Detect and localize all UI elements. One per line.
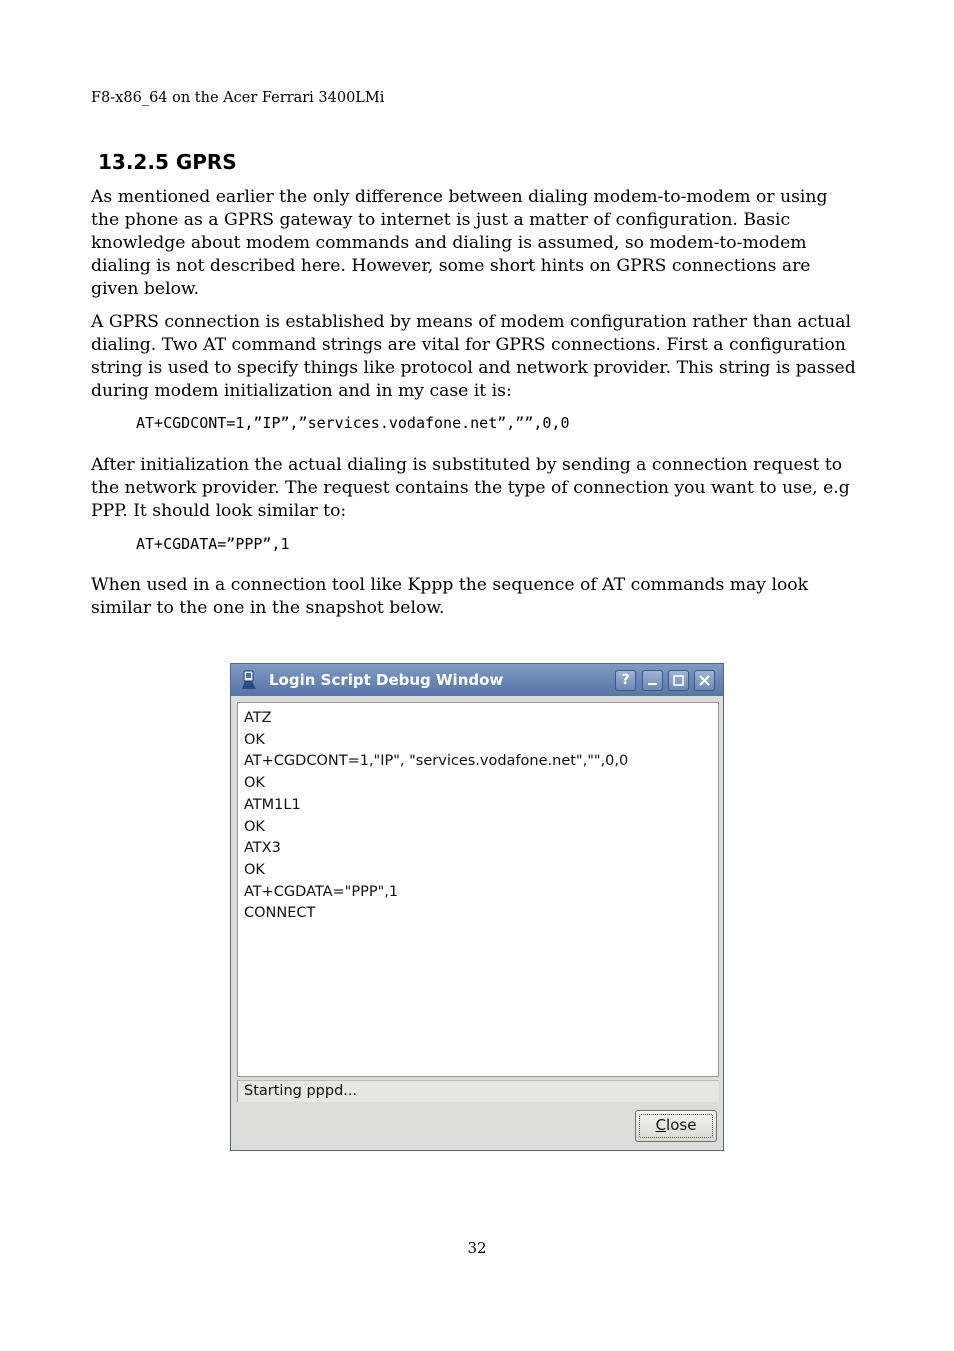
status-bar: Starting pppd... (237, 1080, 719, 1102)
debug-window-screenshot (230, 663, 724, 1151)
focus-ring (639, 1114, 713, 1138)
help-button[interactable]: ? (615, 670, 636, 691)
log-line: OK (244, 775, 265, 792)
maximize-button[interactable] (668, 670, 689, 691)
minimize-icon (643, 671, 662, 690)
log-line: CONNECT (244, 905, 316, 922)
log-line: OK (244, 818, 265, 835)
log-line: OK (244, 861, 265, 878)
log-line: AT+CGDCONT=1,"IP", "services.vodafone.net","",0,0 (244, 753, 629, 770)
close-button-label: Close (655, 1116, 697, 1134)
app-icon (241, 670, 257, 690)
code-cgdcont: AT+CGDCONT=1,”IP”,”services.vodafone.net”,””,0,0 (136, 414, 570, 432)
maximize-icon (669, 671, 688, 690)
paragraph-kppp: When used in a connection tool like Kppp the sequence of AT commands may look similar to the one in the snapshot below. (91, 575, 809, 619)
minimize-button[interactable] (642, 670, 663, 691)
paragraph-gprs-connection: A GPRS connection is established by means of modem configuration rather than actual dialing. Two AT command strings are vital for GPRS connections. First a configuration string is used to specify things like protocol and network provider. This string is passed during modem initialization and in my case it is: (91, 312, 856, 402)
log-line: OK (244, 731, 265, 748)
script-log[interactable] (237, 702, 719, 1077)
log-line: ATZ (244, 710, 272, 726)
window-title: Login Script Debug Window (269, 671, 504, 689)
running-header: F8-x86_64 on the Acer Ferrari 3400LMi (91, 90, 385, 106)
section-heading: 13.2.5 GPRS (98, 150, 237, 174)
window-titlebar (231, 664, 723, 696)
page-number: 32 (467, 1239, 487, 1257)
log-line: ATM1L1 (244, 796, 301, 813)
log-line: AT+CGDATA="PPP",1 (244, 883, 399, 900)
paragraph-intro: As mentioned earlier the only difference between dialing modem-to-modem or using the phone as a GPRS gateway to internet is just a matter of configuration. Basic knowledge about modem commands and dialing is assumed, so modem-to-modem dialing is not described here. However, some short hints on GPRS connections are given below. (91, 187, 828, 300)
code-cgdata: AT+CGDATA=”PPP”,1 (136, 535, 290, 553)
close-window-button[interactable] (694, 670, 715, 691)
close-icon (695, 671, 714, 690)
log-line: ATX3 (244, 840, 281, 857)
close-button[interactable] (635, 1110, 717, 1142)
paragraph-dialing: After initialization the actual dialing is substituted by sending a connection request to the network provider. The request contains the type of connection you want to use, e.g PPP. It should look similar to: (91, 455, 850, 522)
